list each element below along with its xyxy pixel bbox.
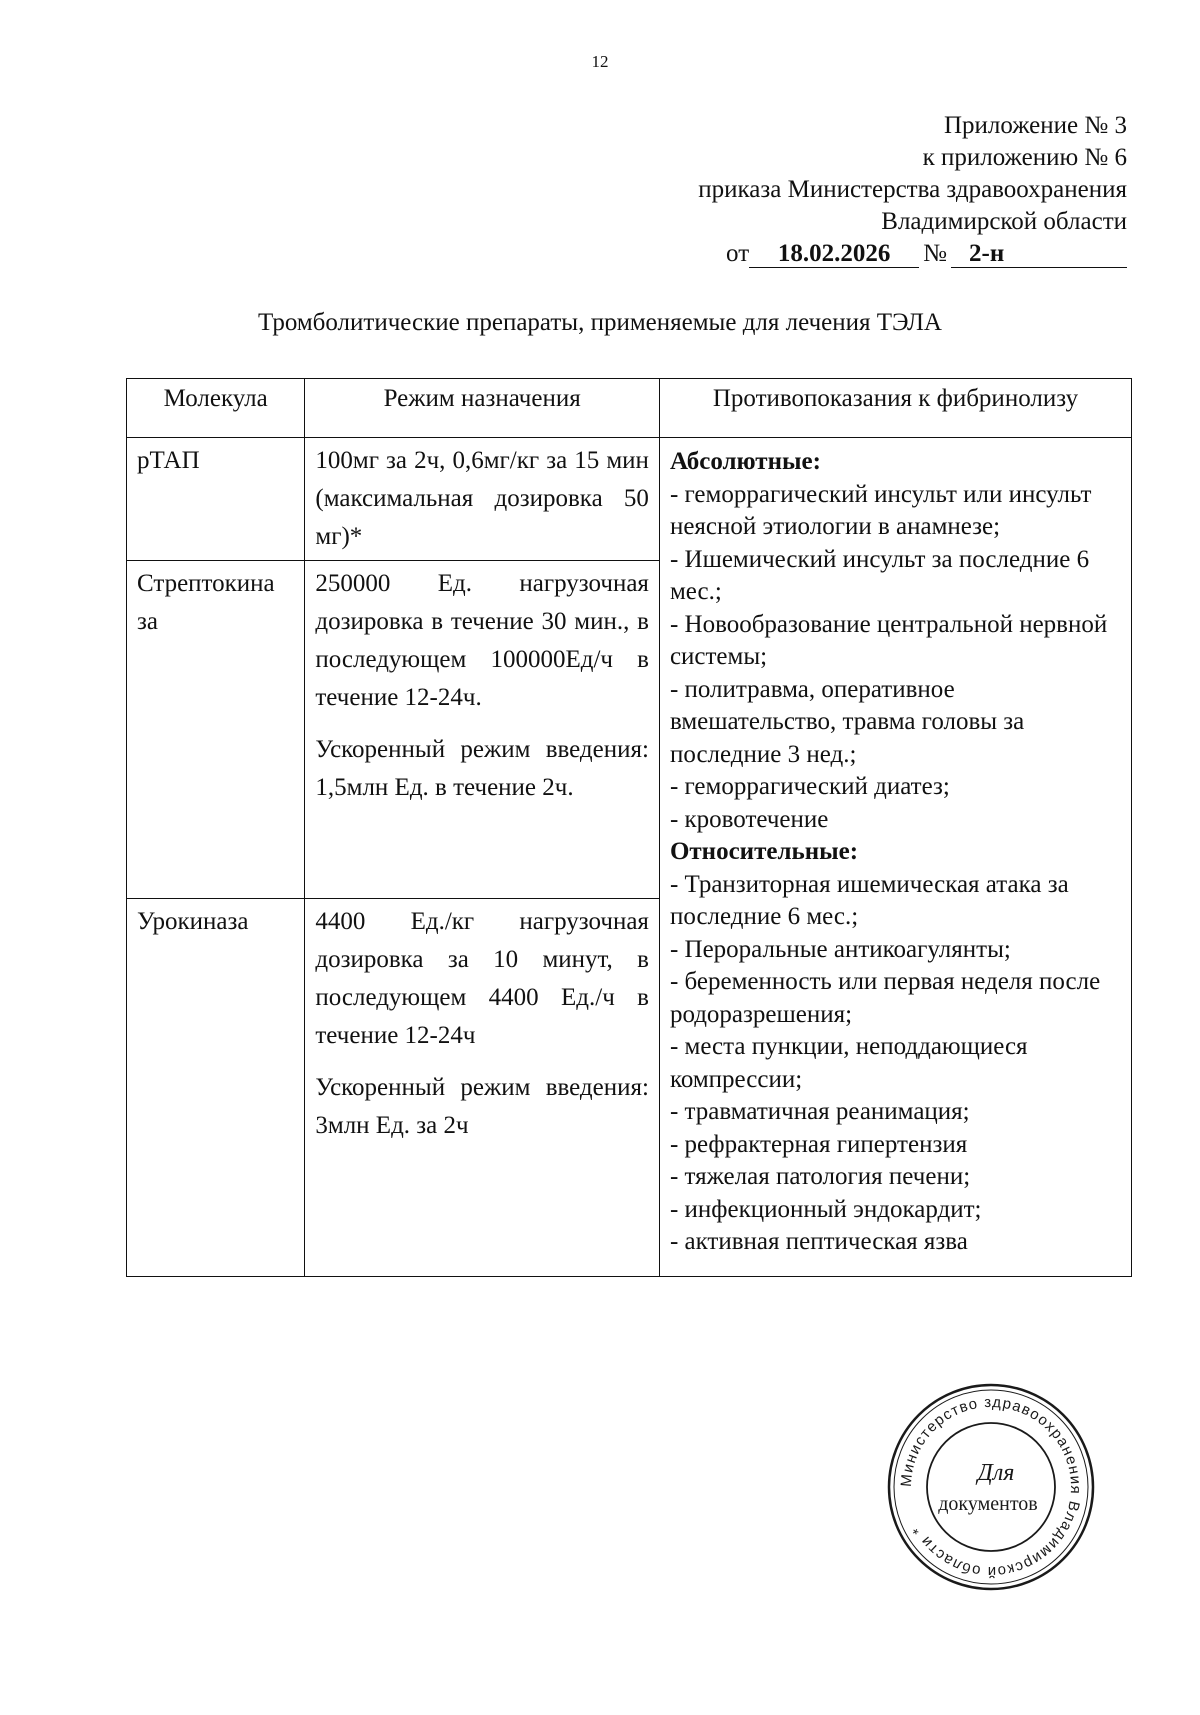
contra-item: - тяжелая патология печени; xyxy=(669,1163,971,1190)
regimen-text: 100мг за 2ч, 0,6мг/кг за 15 мин (максимальная дозировка 50 мг)* xyxy=(315,447,649,550)
stamp-center-line-2: документов xyxy=(938,1493,1038,1515)
order-date: 18.02.2026 xyxy=(749,241,919,268)
relative-heading: Относительные: xyxy=(669,838,859,865)
contra-item: - инфекционный эндокардит; xyxy=(669,1195,982,1223)
contra-item: - геморрагический инсульт или инсульт неясной этиологии в анамнезе; xyxy=(669,480,1092,540)
header-contraindications: Противопоказания к фибринолизу xyxy=(659,379,1131,438)
contra-item: - травматичная реанимация; xyxy=(669,1098,970,1125)
contra-item: - активная пептическая язва xyxy=(669,1228,968,1255)
contraindications-cell xyxy=(659,438,1131,1277)
regimen-text: Ускоренный режим введения: 1,5млн Ед. в течение 2ч. xyxy=(315,736,649,801)
appendix-header xyxy=(698,110,1127,270)
order-reference xyxy=(698,238,1127,270)
molecule-cell: Урокиназа xyxy=(127,899,305,1277)
stamp-center-line-1: Для xyxy=(977,1460,1015,1486)
contra-item: - геморрагический диатез; xyxy=(669,773,950,800)
table-header-row xyxy=(127,379,1132,438)
thrombolytics-table xyxy=(126,378,1132,1277)
regimen-text: 250000 Ед. нагрузочная дозировка в течение 30 мин., в последующем 100000Ед/ч в течение 12-24ч. xyxy=(315,570,649,711)
contra-item: - места пункции, неподдающиеся компрессии; xyxy=(669,1033,1028,1093)
molecule-cell: Стрептокина за xyxy=(127,561,305,899)
order-number: 2-н xyxy=(951,241,1127,268)
stamp-seal-icon xyxy=(886,1382,1096,1592)
molecule-cell: рТАП xyxy=(127,438,305,561)
contra-item: - рефрактерная гипертензия xyxy=(669,1130,968,1158)
regimen-text: 4400 Ед./кг нагрузочная дозировка за 10 минут, в последующем 4400 Ед./ч в течение 12-24ч xyxy=(315,908,649,1049)
appendix-line-2: к приложению № 6 xyxy=(922,144,1127,171)
appendix-line-3: приказа Министерства здравоохранения xyxy=(698,176,1127,203)
number-label: № xyxy=(923,240,947,267)
document-title: Тромболитические препараты, применяемые для лечения ТЭЛА xyxy=(258,309,942,336)
contra-item: - беременность или первая неделя после родоразрешения; xyxy=(669,968,1101,1028)
regimen-cell xyxy=(305,561,660,899)
svg-text:Министерство здравоохранения В xyxy=(898,1394,1084,1580)
regimen-cell xyxy=(305,438,660,561)
regimen-cell xyxy=(305,899,660,1277)
header-molecule: Молекула xyxy=(127,379,305,438)
contra-item: - кровотечение xyxy=(669,805,829,833)
official-stamp xyxy=(886,1382,1096,1592)
table-row xyxy=(127,438,1132,561)
contra-item: - Новообразование центральной нервной системы; xyxy=(669,610,1108,670)
appendix-line-4: Владимирской области xyxy=(881,208,1127,235)
header-regimen: Режим назначения xyxy=(305,379,660,438)
from-label: от xyxy=(726,240,750,267)
contra-item: - политравма, оперативное вмешательство, травма головы за последние 3 нед.; xyxy=(669,675,1025,768)
appendix-line-1: Приложение № 3 xyxy=(943,112,1127,139)
stamp-ring-text: Министерство здравоохранения Владимирской области * xyxy=(897,1393,1085,1581)
contra-item: - Транзиторная ишемическая атака за последние 6 мес.; xyxy=(669,870,1069,930)
contra-item: - Пероральные антикоагулянты; xyxy=(669,935,1011,963)
regimen-text: Ускоренный режим введения: 3млн Ед. за 2ч xyxy=(315,1074,649,1139)
contra-item: - Ишемический инсульт за последние 6 мес.; xyxy=(669,545,1090,605)
page-number: 12 xyxy=(591,52,609,71)
absolute-heading: Абсолютные: xyxy=(669,448,821,475)
